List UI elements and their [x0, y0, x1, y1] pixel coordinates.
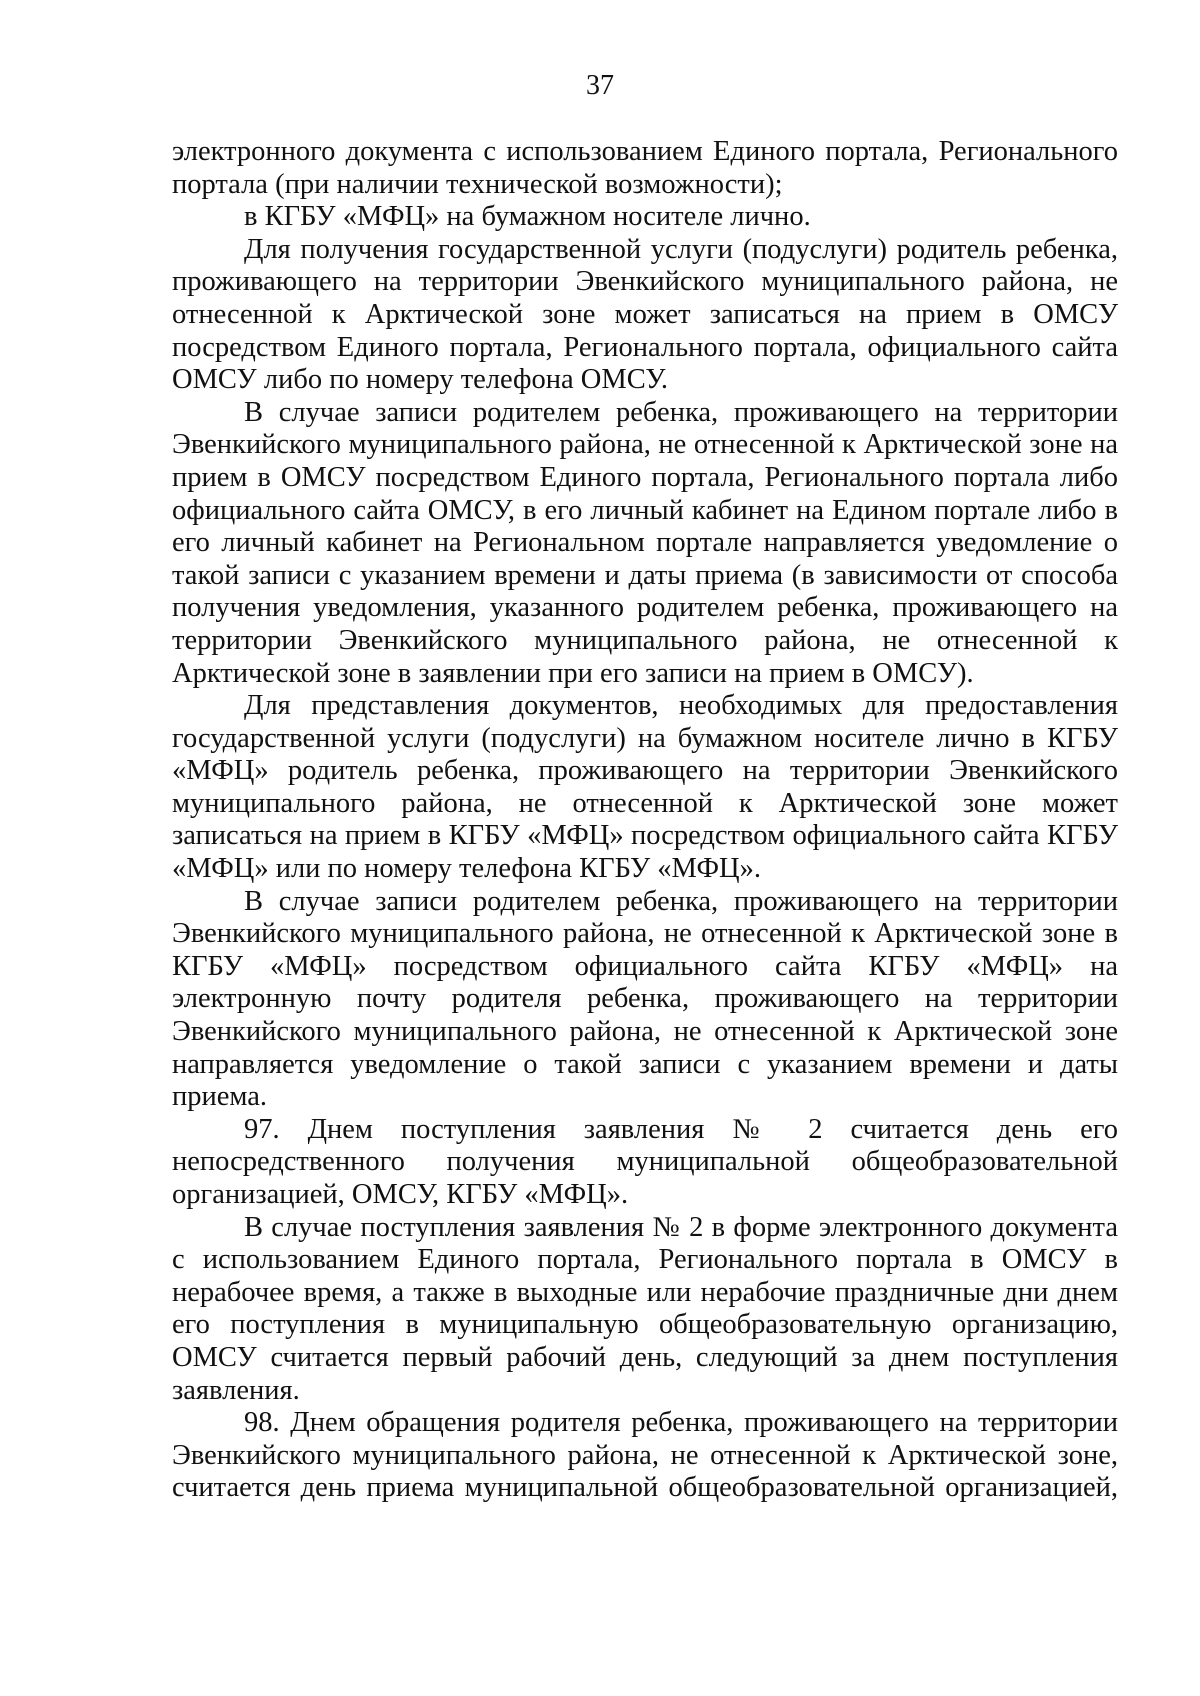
paragraph-3: Для получения государственной услуги (подуслуги) родитель ребенка, проживающего на территории Эвенкийского муниципального района, не отнесенной к Арктической зоне может записаться на прием в ОМСУ посредством Единого портала, Регионального портала, официального сайта ОМСУ либо по номеру телефона ОМСУ.: [172, 233, 1118, 396]
paragraph-98: 98. Днем обращения родителя ребенка, проживающего на территории Эвенкийского муниципального района, не отнесенной к Арктической зоне, считается день приема муниципальной общеобразовательной организацией,: [172, 1407, 1118, 1504]
paragraph-1: электронного документа с использованием Единого портала, Регионального портала (при наличии технической возможности);: [172, 136, 1118, 200]
paragraph-6: В случае записи родителем ребенка, проживающего на территории Эвенкийского муниципального района, не отнесенной к Арктической зоне в КГБУ «МФЦ» посредством официального сайта КГБУ «МФЦ» на электронную почту родителя ребенка, проживающего на территории Эвенкийского муниципального района, не отнесенной к Арктической зоне направляется уведомление о такой записи с указанием времени и даты приема.: [172, 885, 1118, 1113]
document-body: [172, 136, 1118, 1505]
paragraph-5: Для представления документов, необходимых для предоставления государственной услуги (подуслуги) на бумажном носителе лично в КГБУ «МФЦ» родитель ребенка, проживающего на территории Эвенкийского муниципального района, не отнесенной к Арктической зоне может записаться на прием в КГБУ «МФЦ» посредством официального сайта КГБУ «МФЦ» или по номеру телефона КГБУ «МФЦ».: [172, 690, 1118, 885]
paragraph-97: 97. Днем поступления заявления № 2 считается день его непосредственного получения муниципальной общеобразовательной организацией, ОМСУ, КГБУ «МФЦ».: [172, 1113, 1118, 1210]
paragraph-2: в КГБУ «МФЦ» на бумажном носителе лично.: [244, 201, 811, 233]
paragraph-8: В случае поступления заявления № 2 в форме электронного документа с использованием Единого портала, Регионального портала в ОМСУ в нерабочее время, а также в выходные или нерабочие праздничные дни днем его поступления в муниципальную общеобразовательную организацию, ОМСУ считается первый рабочий день, следующий за днем поступления заявления.: [172, 1211, 1118, 1406]
page-number: 37: [586, 70, 614, 101]
paragraph-4: В случае записи родителем ребенка, проживающего на территории Эвенкийского муниципального района, не отнесенной к Арктической зоне на прием в ОМСУ посредством Единого портала, Регионального портала либо официального сайта ОМСУ, в его личный кабинет на Едином портале либо в его личный кабинет на Региональном портале направляется уведомление о такой записи с указанием времени и даты приема (в зависимости от способа получения уведомления, указанного родителем ребенка, проживающего на территории Эвенкийского муниципального района, не отнесенной к Арктической зоне в заявлении при его записи на прием в ОМСУ).: [172, 396, 1118, 689]
